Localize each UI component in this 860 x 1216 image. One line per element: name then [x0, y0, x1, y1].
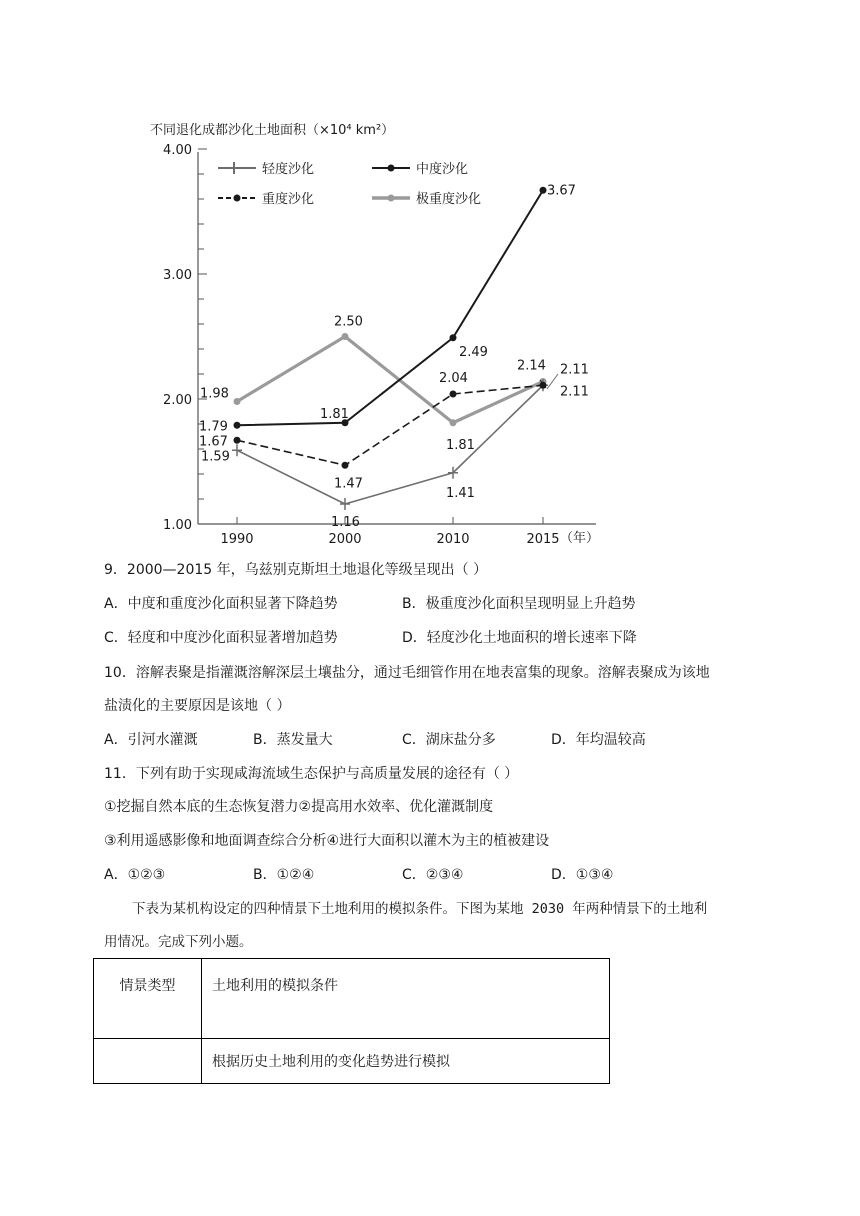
- q11-stem: 11．下列有助于实现咸海流域生态保护与高质量发展的途径有（ ）: [104, 766, 519, 782]
- data-point-marker: [450, 419, 457, 426]
- chart-title: 不同退化成都沙化土地面积（×10⁴ km²）: [150, 123, 395, 138]
- simulation-table: [93, 958, 610, 1084]
- legend: [218, 161, 481, 207]
- q10-option-d[interactable]: D．年均温较高: [551, 732, 646, 748]
- q10-stem-line2: 盐渍化的主要原因是该地（ ）: [104, 698, 291, 714]
- legend-label: 重度沙化: [262, 192, 315, 207]
- data-labels: [199, 183, 589, 530]
- intro-line-2: 用情况。完成下列小题。: [104, 934, 253, 950]
- table-header-row: [94, 959, 610, 1039]
- table-header-cell: [94, 959, 202, 1039]
- data-point-marker: [234, 398, 241, 405]
- q9-option-d[interactable]: D．轻度沙化土地面积的增长速率下降: [402, 630, 637, 646]
- data-point-marker: [540, 187, 547, 194]
- y-tick-label: 2.00: [163, 393, 192, 408]
- series-line: [237, 385, 543, 465]
- label-leader: [547, 374, 558, 389]
- x-ticks: [220, 517, 559, 547]
- q11-option-c[interactable]: C．②③④: [402, 867, 464, 883]
- table-header-cell: [202, 959, 610, 1039]
- data-label: 1.98: [200, 386, 229, 402]
- data-label: 1.79: [199, 419, 228, 435]
- legend-label: 轻度沙化: [262, 162, 315, 177]
- series-line: [237, 190, 543, 425]
- table-row: [94, 1039, 610, 1084]
- data-point-marker: [450, 391, 457, 398]
- q11-option-d[interactable]: D．①③④: [551, 867, 614, 883]
- series-group: [232, 187, 548, 510]
- q11-statements-2: ③利用遥感影像和地面调查综合分析④进行大面积以灌木为主的植被建设: [104, 833, 550, 849]
- legend-marker: [388, 195, 395, 202]
- legend-marker: [234, 195, 241, 202]
- data-label: 1.67: [199, 434, 228, 450]
- table-cell: [202, 1039, 610, 1084]
- data-label: 2.50: [334, 314, 363, 330]
- data-label: 1.16: [331, 515, 360, 530]
- q9-option-b[interactable]: B．极重度沙化面积呈现明显上升趋势: [402, 596, 636, 612]
- legend-label: 极重度沙化: [416, 192, 482, 207]
- q9-stem: 9．2000—2015 年，乌兹别克斯坦土地退化等级呈现出（ ）: [104, 562, 488, 578]
- q11-statements-1: ①挖掘自然本底的生态恢复潜力②提高用水效率、优化灌溉制度: [104, 799, 494, 815]
- data-label: 3.67: [547, 183, 576, 199]
- data-point-marker: [234, 422, 241, 429]
- data-label: 1.59: [201, 449, 230, 465]
- y-tick-label: 1.00: [163, 518, 192, 533]
- series-line: [237, 337, 543, 423]
- q11-option-b[interactable]: B．①②④: [253, 867, 315, 883]
- q10-option-a[interactable]: A．引河水灌溉: [104, 732, 198, 748]
- data-label: 1.47: [334, 476, 363, 492]
- table-cell: [94, 1039, 202, 1084]
- x-tick-label: 1990: [220, 532, 254, 547]
- data-point-marker: [342, 462, 349, 469]
- data-point-marker: [450, 334, 457, 341]
- x-tick-label: 2015: [526, 532, 560, 547]
- y-tick-label: 4.00: [163, 143, 192, 158]
- x-unit-label: （年）: [560, 531, 600, 546]
- intro-line-1: 下表为某机构设定的四种情景下土地利用的模拟条件。下图为某地 2030 年两种情景下的土地利: [132, 901, 708, 917]
- header-simulation-conditions: 土地利用的模拟条件: [212, 978, 338, 994]
- data-point-marker: [342, 333, 349, 340]
- data-label: 2.04: [439, 371, 468, 386]
- q10-option-b[interactable]: B．蒸发量大: [253, 732, 333, 748]
- x-tick-label: 2010: [436, 532, 470, 547]
- legend-marker: [388, 165, 395, 172]
- row1-condition: 根据历史土地利用的变化趋势进行模拟: [212, 1054, 450, 1070]
- y-ticks: [163, 143, 207, 533]
- data-label: 2.14: [517, 358, 546, 374]
- q10-stem-line1: 10．溶解表聚是指灌溉溶解深层土壤盐分，通过毛细管作用在地表富集的现象。溶解表聚成为该地: [104, 665, 710, 681]
- desertification-line-chart: [140, 112, 610, 552]
- data-label: 1.81: [320, 406, 349, 422]
- q9-option-a[interactable]: A．中度和重度沙化面积显著下降趋势: [104, 596, 338, 612]
- data-label: 2.11: [560, 362, 589, 378]
- q10-option-c[interactable]: C．湖床盐分多: [402, 732, 496, 748]
- data-label: 2.11: [560, 384, 589, 400]
- data-label: 1.81: [446, 437, 475, 453]
- q11-option-a[interactable]: A．①②③: [104, 867, 166, 883]
- y-tick-label: 3.00: [163, 268, 192, 283]
- data-label: 2.49: [459, 344, 488, 360]
- data-label: 1.41: [446, 485, 475, 501]
- legend-label: 中度沙化: [416, 162, 469, 177]
- q9-option-c[interactable]: C．轻度和中度沙化面积显著增加趋势: [104, 630, 338, 646]
- header-scenario-type: 情景类型: [119, 978, 176, 994]
- data-point-marker: [234, 437, 241, 444]
- x-tick-label: 2000: [328, 532, 362, 547]
